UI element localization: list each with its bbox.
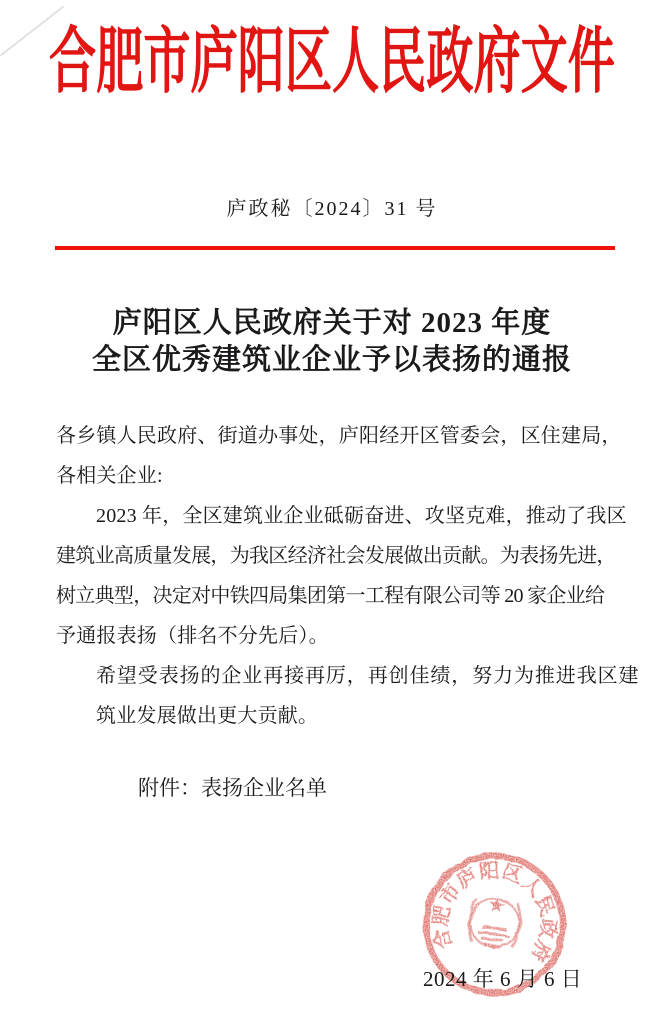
emblem-wreath-right (512, 904, 523, 948)
title-line: 庐阳区人民政府关于对 2023 年度 (112, 307, 552, 339)
seal-arc-text: 合肥市庐阳区人民政府 (429, 859, 560, 966)
red-separator-line (55, 246, 615, 250)
document-masthead (0, 16, 664, 108)
document-title (0, 305, 664, 379)
masthead-title: 合肥市庐阳区人民政府文件 (49, 22, 615, 102)
body-line: 希望受表扬的企业再接再厉，再创佳绩，努力为推进我区建 (96, 665, 640, 687)
salutation-line: 各相关企业: (56, 465, 163, 487)
body-line: 树立典型，决定对中铁四局集团第一工程有限公司等 20 家企业给 (56, 585, 605, 607)
body-line: 筑业发展做出更大贡献。 (96, 705, 319, 727)
document-number: 庐政秘〔2024〕31 号 (226, 198, 438, 220)
body-line: 2023 年，全区建筑业企业砥砺奋进、攻坚克难，推动了我区 (96, 505, 627, 527)
svg-text:合肥市庐阳区人民政府 (426, 852, 567, 967)
title-line: 全区优秀建筑业企业予以表扬的通报 (91, 344, 572, 376)
emblem-wreath-left (467, 898, 478, 942)
document-body (56, 416, 640, 736)
body-line: 建筑业高质量发展，为我区经济社会发展做出贡献。为表扬先进， (56, 545, 616, 567)
issue-date: 2024 年 6 月 6 日 (423, 967, 583, 991)
salutation-line: 各乡镇人民政府、街道办事处，庐阳经开区管委会，区住建局， (56, 425, 622, 447)
body-line: 予通报表扬（排名不分先后）。 (56, 625, 329, 647)
attachment-note: 附件：表扬企业名单 (138, 776, 327, 800)
